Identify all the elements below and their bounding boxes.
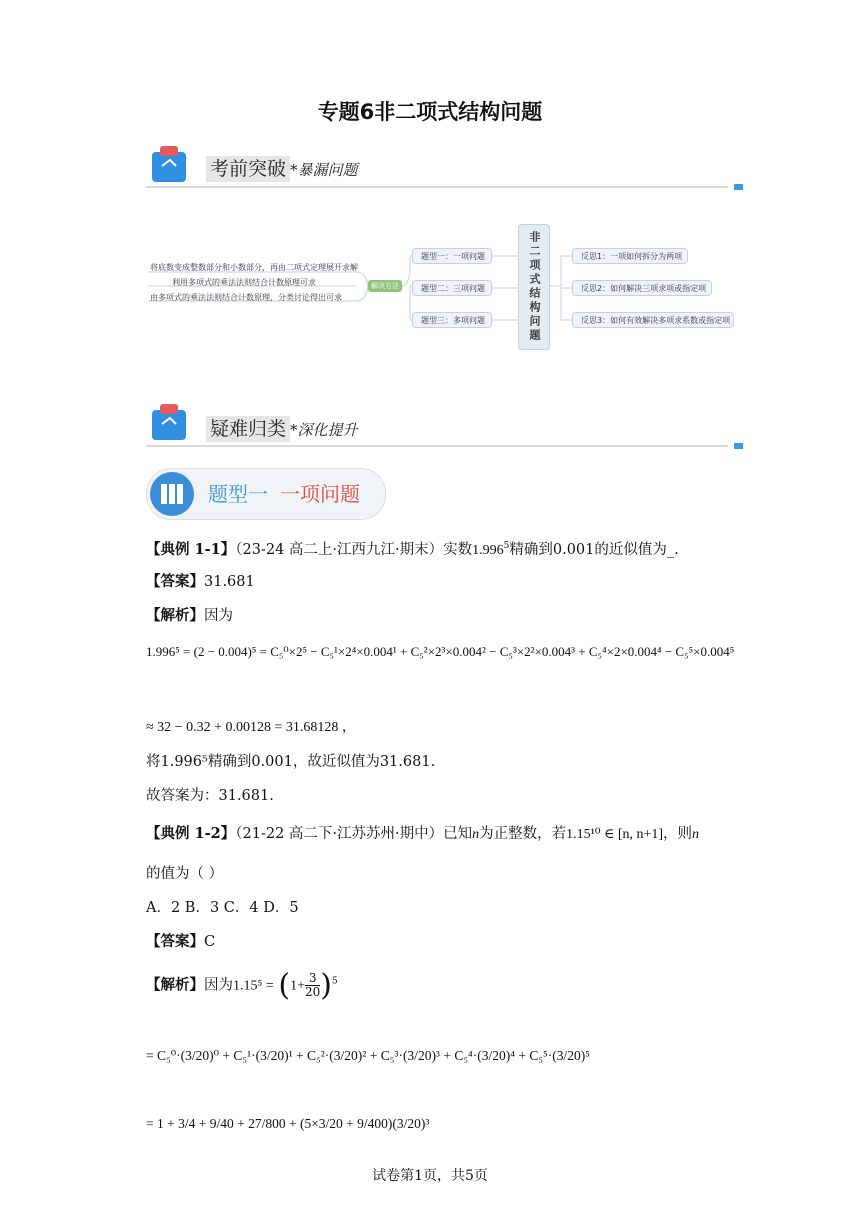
example-tail: ，则 — [663, 826, 693, 842]
variable-n: n — [692, 827, 700, 842]
section-label: 考前突破 — [206, 156, 290, 182]
example-exponent: 5 — [503, 541, 510, 552]
banner-type: 题型一 — [208, 482, 268, 506]
example-1-2-analysis: 【解析】因为1.15⁵ = (1+ $\frac{3}{20}$ )$^5$ — [146, 968, 338, 1003]
mind-map-note: 利用多项式的乘法法则结合计数原理可求 — [172, 278, 316, 287]
mind-map-type: 题型二：三项问题 — [412, 280, 492, 296]
condition: 1.15¹⁰ ∈ [n, n+1] — [566, 827, 664, 842]
analysis-lead: 因为 — [204, 977, 233, 994]
clipboard-icon — [146, 402, 192, 442]
example-head: 【典例 1-2】 — [146, 825, 236, 842]
analysis-label: 【解析】 — [146, 976, 204, 994]
example-1-1-question — [146, 538, 679, 559]
example-head: 【典例 1-1】 — [146, 541, 236, 558]
example-source: （21-22 高二下·江苏苏州·期中）已知 — [235, 826, 473, 842]
section-star: * — [290, 161, 298, 179]
example-tail: 精确到0.001的近似值为_. — [509, 542, 679, 558]
expansion-step-3: = 1 + 3/4 + 9/40 + 27/800 + (5×3/20 + 9/400)(3/20)³ — [146, 1116, 430, 1131]
section-subtitle: 暴漏问题 — [297, 161, 358, 179]
section-header-1 — [206, 154, 358, 181]
mind-map-note: 将底数变成整数部分和小数部分，再由二项式定理展开求解 — [150, 263, 358, 272]
example-mid: 为正整数，若 — [479, 826, 567, 842]
mind-map-reflection: 反思2：如何解决三项求项或指定项 — [572, 280, 712, 296]
divider — [146, 186, 728, 188]
clipboard-icon — [146, 144, 192, 184]
banner-topic: 一项问题 — [280, 482, 360, 506]
answer-label: 【答案】 — [146, 933, 204, 950]
divider — [146, 445, 728, 447]
answer-value: C — [204, 934, 216, 950]
page-footer: 试卷第1页，共5页 — [372, 1168, 488, 1184]
mind-map-note: 由多项式的乘法法则结合计数原理，分类讨论得出可求 — [150, 293, 342, 302]
mind-map-method: 解决方法 — [368, 280, 402, 292]
fraction — [305, 972, 320, 999]
example-base: 1.996 — [472, 543, 504, 558]
page-title: 专题6非二项式结构问题 — [317, 100, 543, 124]
divider-marker — [734, 443, 743, 449]
lhs: 1.15⁵ = — [233, 978, 274, 994]
mind-map-reflection: 反思3：如何有效解决多项求系数或指定项 — [572, 312, 734, 328]
section-subtitle: 深化提升 — [297, 421, 358, 439]
answer-label: 【答案】 — [146, 573, 204, 590]
conclusion: 将1.996⁵精确到0.001，故近似值为31.681. — [146, 754, 436, 770]
final-answer: 故答案为：31.681. — [146, 788, 274, 804]
mind-map-type: 题型一：一项问题 — [412, 248, 492, 264]
fraction-denominator: 20 — [305, 985, 321, 999]
books-icon — [150, 472, 194, 516]
variable-n: n — [472, 827, 480, 842]
expansion-step-2: = C₅⁰·(3/20)⁰ + C₅¹·(3/20)¹ + C₅²·(3/20)² + C₅³·(3/20)³ + C₅⁴·(3/20)⁴ + C₅⁵·(3/20)⁵ — [146, 1048, 590, 1063]
fraction-numerator: 3 — [305, 972, 320, 986]
section-star: * — [290, 421, 298, 439]
approximation: ≈ 32 − 0.32 + 0.00128 = 31.68128 ， — [146, 720, 356, 735]
section-label: 疑难归类 — [206, 416, 290, 442]
example-source: （23-24 高二上·江西九江·期末）实数 — [235, 542, 473, 558]
mind-map-type: 题型三：多项问题 — [412, 312, 492, 328]
analysis-lead: 因为 — [204, 608, 233, 624]
example-1-2-answer — [146, 930, 215, 951]
section-header-2 — [206, 414, 358, 441]
mind-map — [146, 220, 736, 355]
answer-value: 31.681 — [204, 574, 255, 590]
mind-map-root: 非二项式结构问题 — [518, 224, 550, 350]
example-1-1-answer — [146, 570, 255, 591]
example-1-2-question — [146, 822, 699, 843]
binomial-expansion: 1.996⁵ = (2 − 0.004)⁵ = C₅⁰×2⁵ − C₅¹×2⁴×0.004¹ + C₅²×2³×0.004² − C₅³×2²×0.004³ + C₅⁴×2×0.004⁴ − C₅⁵×0.004⁵ — [146, 644, 735, 659]
mind-map-reflection: 反思1：一项如何拆分为两项 — [572, 248, 688, 264]
analysis-label: 【解析】 — [146, 607, 204, 624]
example-1-1-analysis — [146, 604, 233, 625]
divider-marker — [734, 184, 743, 190]
choices: A．2 B．3 C．4 D．5 — [146, 900, 299, 916]
example-1-2-prompt: 的值为（ ） — [146, 866, 224, 882]
